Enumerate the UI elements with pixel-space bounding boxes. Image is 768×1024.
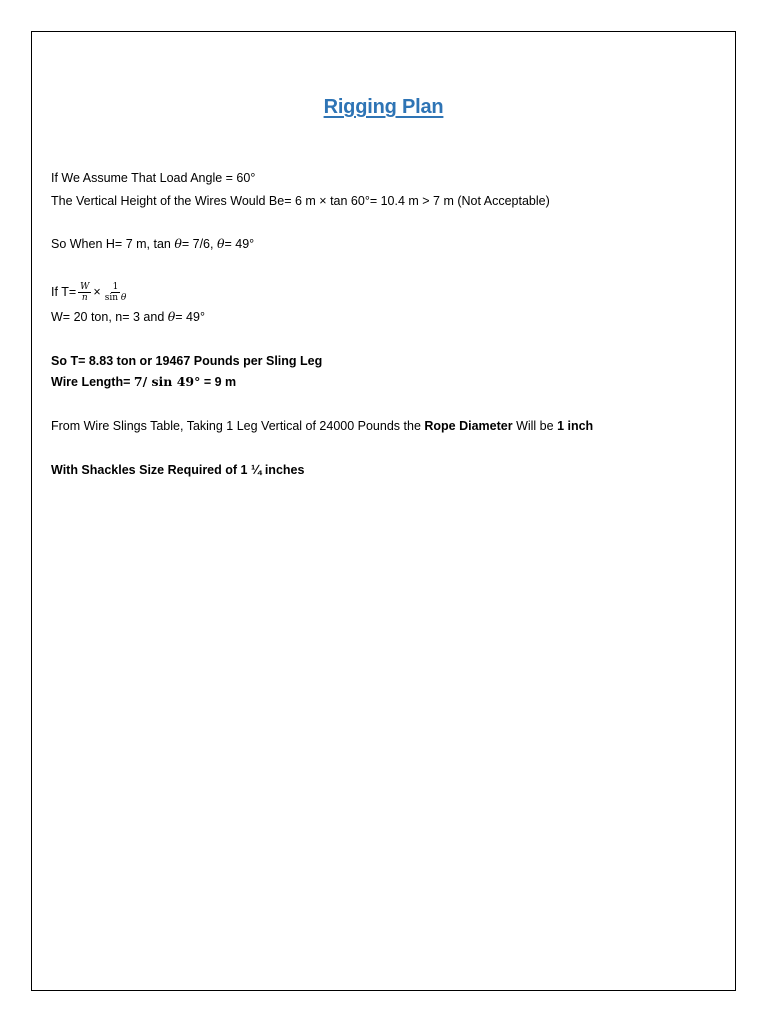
load-angle-line: If We Assume That Load Angle = 60°: [51, 171, 256, 185]
denominator: n: [81, 293, 88, 303]
theta-symbol: θ: [216, 236, 225, 251]
page-title: Rigging Plan: [323, 96, 444, 118]
text-segment: = 9 m: [200, 375, 237, 389]
document-page: [31, 31, 736, 991]
text-segment: Wire Length=: [51, 375, 134, 389]
text-segment: = 7/6,: [181, 237, 217, 251]
formula-prefix: If T=: [51, 284, 77, 299]
rope-diameter-value: 1 inch: [557, 419, 594, 433]
text-segment: From Wire Slings Table, Taking 1 Leg Vertical of 24000 Pounds the: [51, 419, 425, 433]
text-segment: = 49°: [175, 310, 205, 324]
rope-diameter-line: [51, 418, 593, 434]
tension-formula-line: [51, 282, 130, 303]
shackle-size-line: With Shackles Size Required of 1 ¼ inches: [51, 463, 305, 477]
vertical-height-line: The Vertical Height of the Wires Would Be= 6 m × tan 60°= 10.4 m > 7 m (Not Acceptable): [51, 194, 550, 208]
text-segment: Will be: [512, 419, 558, 433]
text-segment: So When H= 7 m, tan: [51, 237, 175, 251]
denominator: [103, 293, 129, 303]
text-segment: W= 20 ton, n= 3 and: [51, 310, 168, 324]
fraction-w-over-n: [78, 282, 91, 303]
numerator: 1: [112, 282, 119, 292]
rope-diameter-label: Rope Diameter: [424, 419, 513, 433]
theta-symbol: θ: [174, 236, 182, 251]
height-angle-line: [51, 236, 254, 252]
theta-symbol: θ: [120, 293, 127, 303]
tension-result-line: So T= 8.83 ton or 19467 Pounds per Sling Leg: [51, 354, 323, 368]
text-segment: = 49°: [224, 237, 255, 251]
wire-length-formula: 7/ sin 49°: [133, 374, 201, 389]
wire-length-line: [51, 374, 236, 390]
times-symbol: ×: [93, 284, 101, 299]
sin-text: sin: [104, 293, 121, 303]
given-values-line: [51, 309, 205, 325]
fraction-one-over-sin: [103, 282, 129, 303]
numerator: W: [80, 282, 90, 292]
theta-symbol: θ: [167, 309, 176, 324]
